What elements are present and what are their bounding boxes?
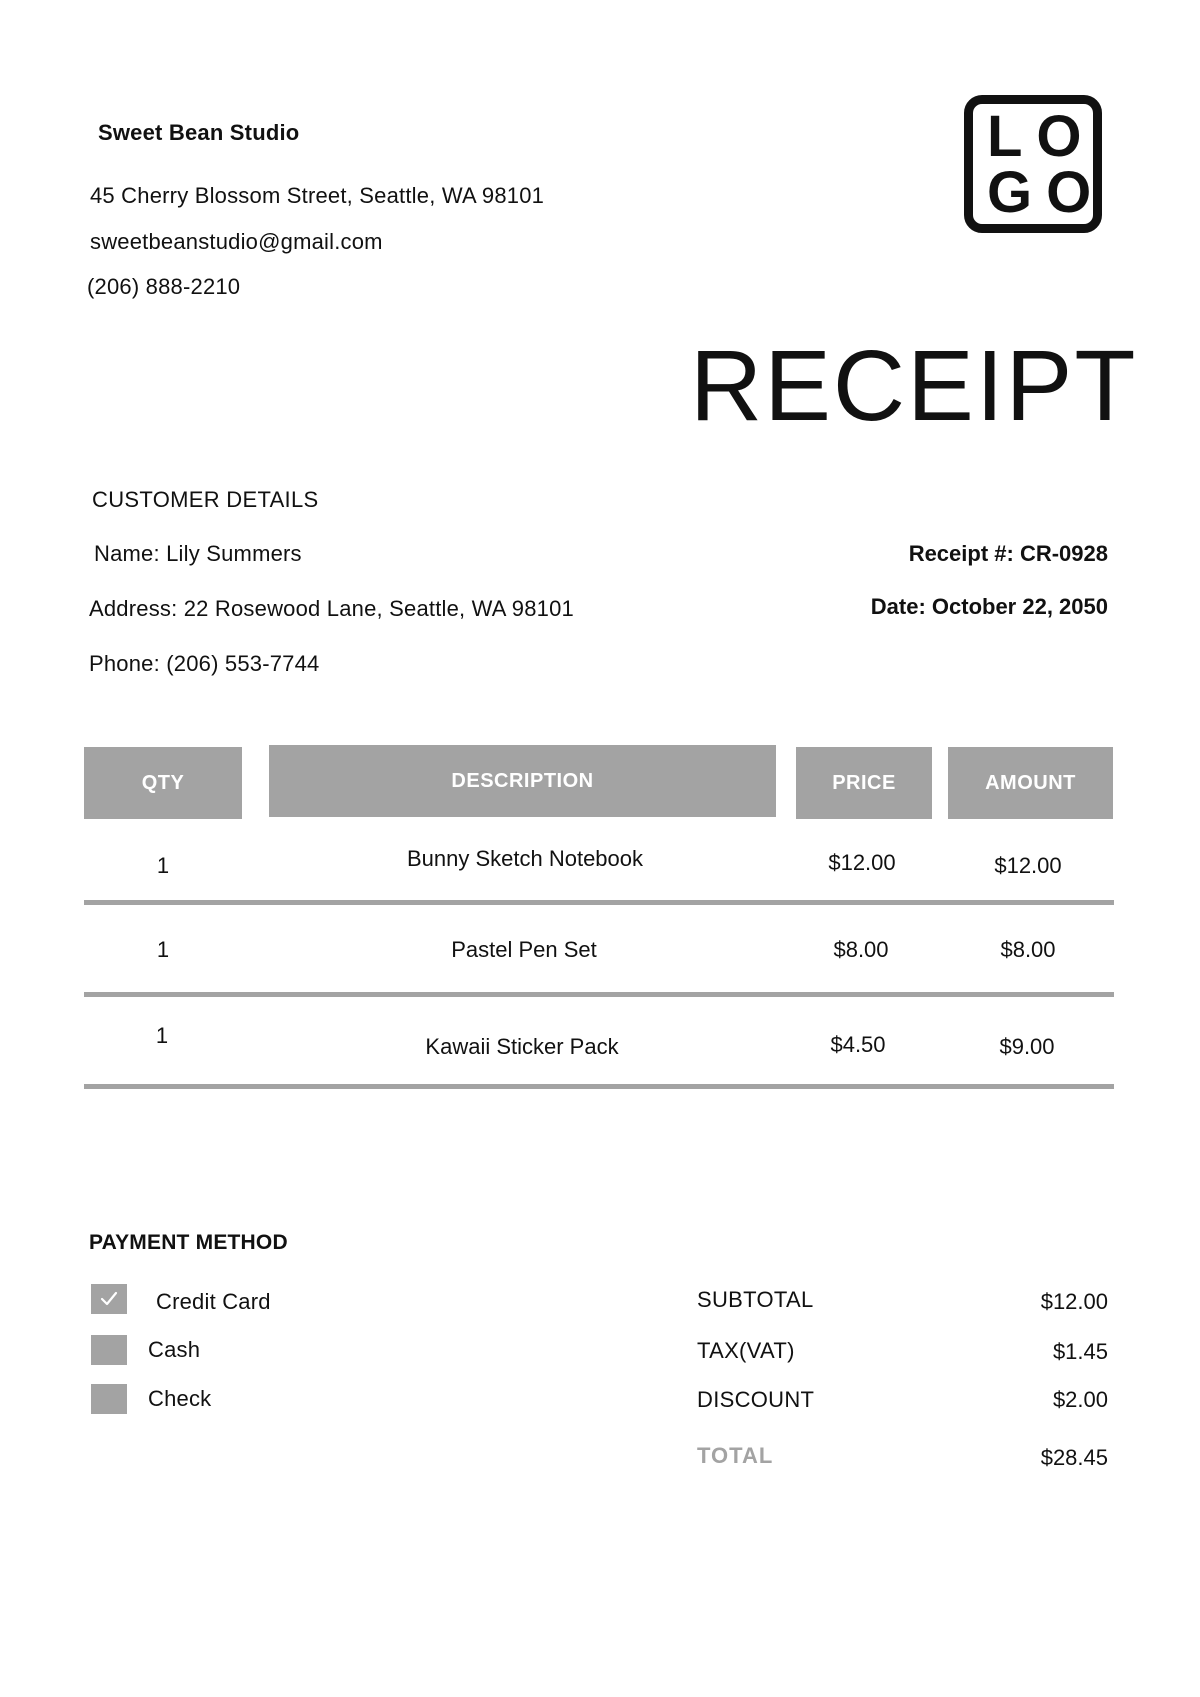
company-phone: (206) 888-2210: [87, 274, 241, 299]
credit-card-label: Credit Card: [156, 1289, 271, 1314]
row-amount: $9.00: [999, 1034, 1055, 1059]
customer-details-heading: CUSTOMER DETAILS: [92, 487, 319, 512]
total-label: TOTAL: [697, 1443, 774, 1468]
check-label: Check: [148, 1386, 212, 1411]
table-header-qty: QTY: [84, 747, 242, 819]
check-checkbox[interactable]: [91, 1384, 127, 1414]
row-qty: 1: [156, 853, 170, 878]
row-amount: $12.00: [994, 853, 1062, 878]
company-name: Sweet Bean Studio: [98, 120, 300, 145]
subtotal-value: $12.00: [1040, 1289, 1108, 1314]
discount-label: DISCOUNT: [697, 1387, 815, 1412]
discount-value: $2.00: [1052, 1387, 1108, 1412]
receipt-number: Receipt #: CR-0928: [908, 541, 1108, 566]
row-qty: 1: [155, 1023, 169, 1048]
row-divider: [84, 900, 1114, 905]
row-description: Pastel Pen Set: [451, 937, 597, 962]
payment-method-heading: PAYMENT METHOD: [89, 1231, 288, 1254]
row-qty: 1: [156, 937, 170, 962]
table-header-amount: AMOUNT: [948, 747, 1113, 819]
row-description: Kawaii Sticker Pack: [425, 1034, 619, 1059]
row-description: Bunny Sketch Notebook: [406, 846, 644, 871]
logo-placeholder: [964, 95, 1106, 233]
row-amount: $8.00: [1000, 937, 1056, 962]
logo-text-line1: LO: [987, 104, 1096, 169]
credit-card-checkbox[interactable]: [91, 1284, 127, 1314]
receipt-title: RECEIPT: [690, 330, 1138, 442]
logo-text-line2: GO: [987, 160, 1106, 225]
check-icon: [91, 1284, 127, 1314]
customer-address: Address: 22 Rosewood Lane, Seattle, WA 98101: [89, 596, 574, 621]
table-header-price: PRICE: [796, 747, 932, 819]
row-price: $12.00: [828, 850, 896, 875]
row-divider: [84, 992, 1114, 997]
tax-value: $1.45: [1052, 1339, 1108, 1364]
cash-label: Cash: [148, 1337, 201, 1362]
row-divider: [84, 1084, 1114, 1089]
company-address: 45 Cherry Blossom Street, Seattle, WA 98101: [90, 183, 545, 208]
subtotal-label: SUBTOTAL: [697, 1287, 814, 1312]
customer-name: Name: Lily Summers: [94, 541, 302, 566]
total-value: $28.45: [1040, 1445, 1108, 1470]
tax-label: TAX(VAT): [697, 1338, 795, 1363]
receipt-date: Date: October 22, 2050: [870, 594, 1108, 619]
cash-checkbox[interactable]: [91, 1335, 127, 1365]
table-header-description: DESCRIPTION: [269, 745, 776, 817]
row-price: $4.50: [830, 1032, 886, 1057]
row-price: $8.00: [833, 937, 889, 962]
customer-phone: Phone: (206) 553-7744: [89, 651, 320, 676]
company-email: sweetbeanstudio@gmail.com: [90, 229, 383, 254]
